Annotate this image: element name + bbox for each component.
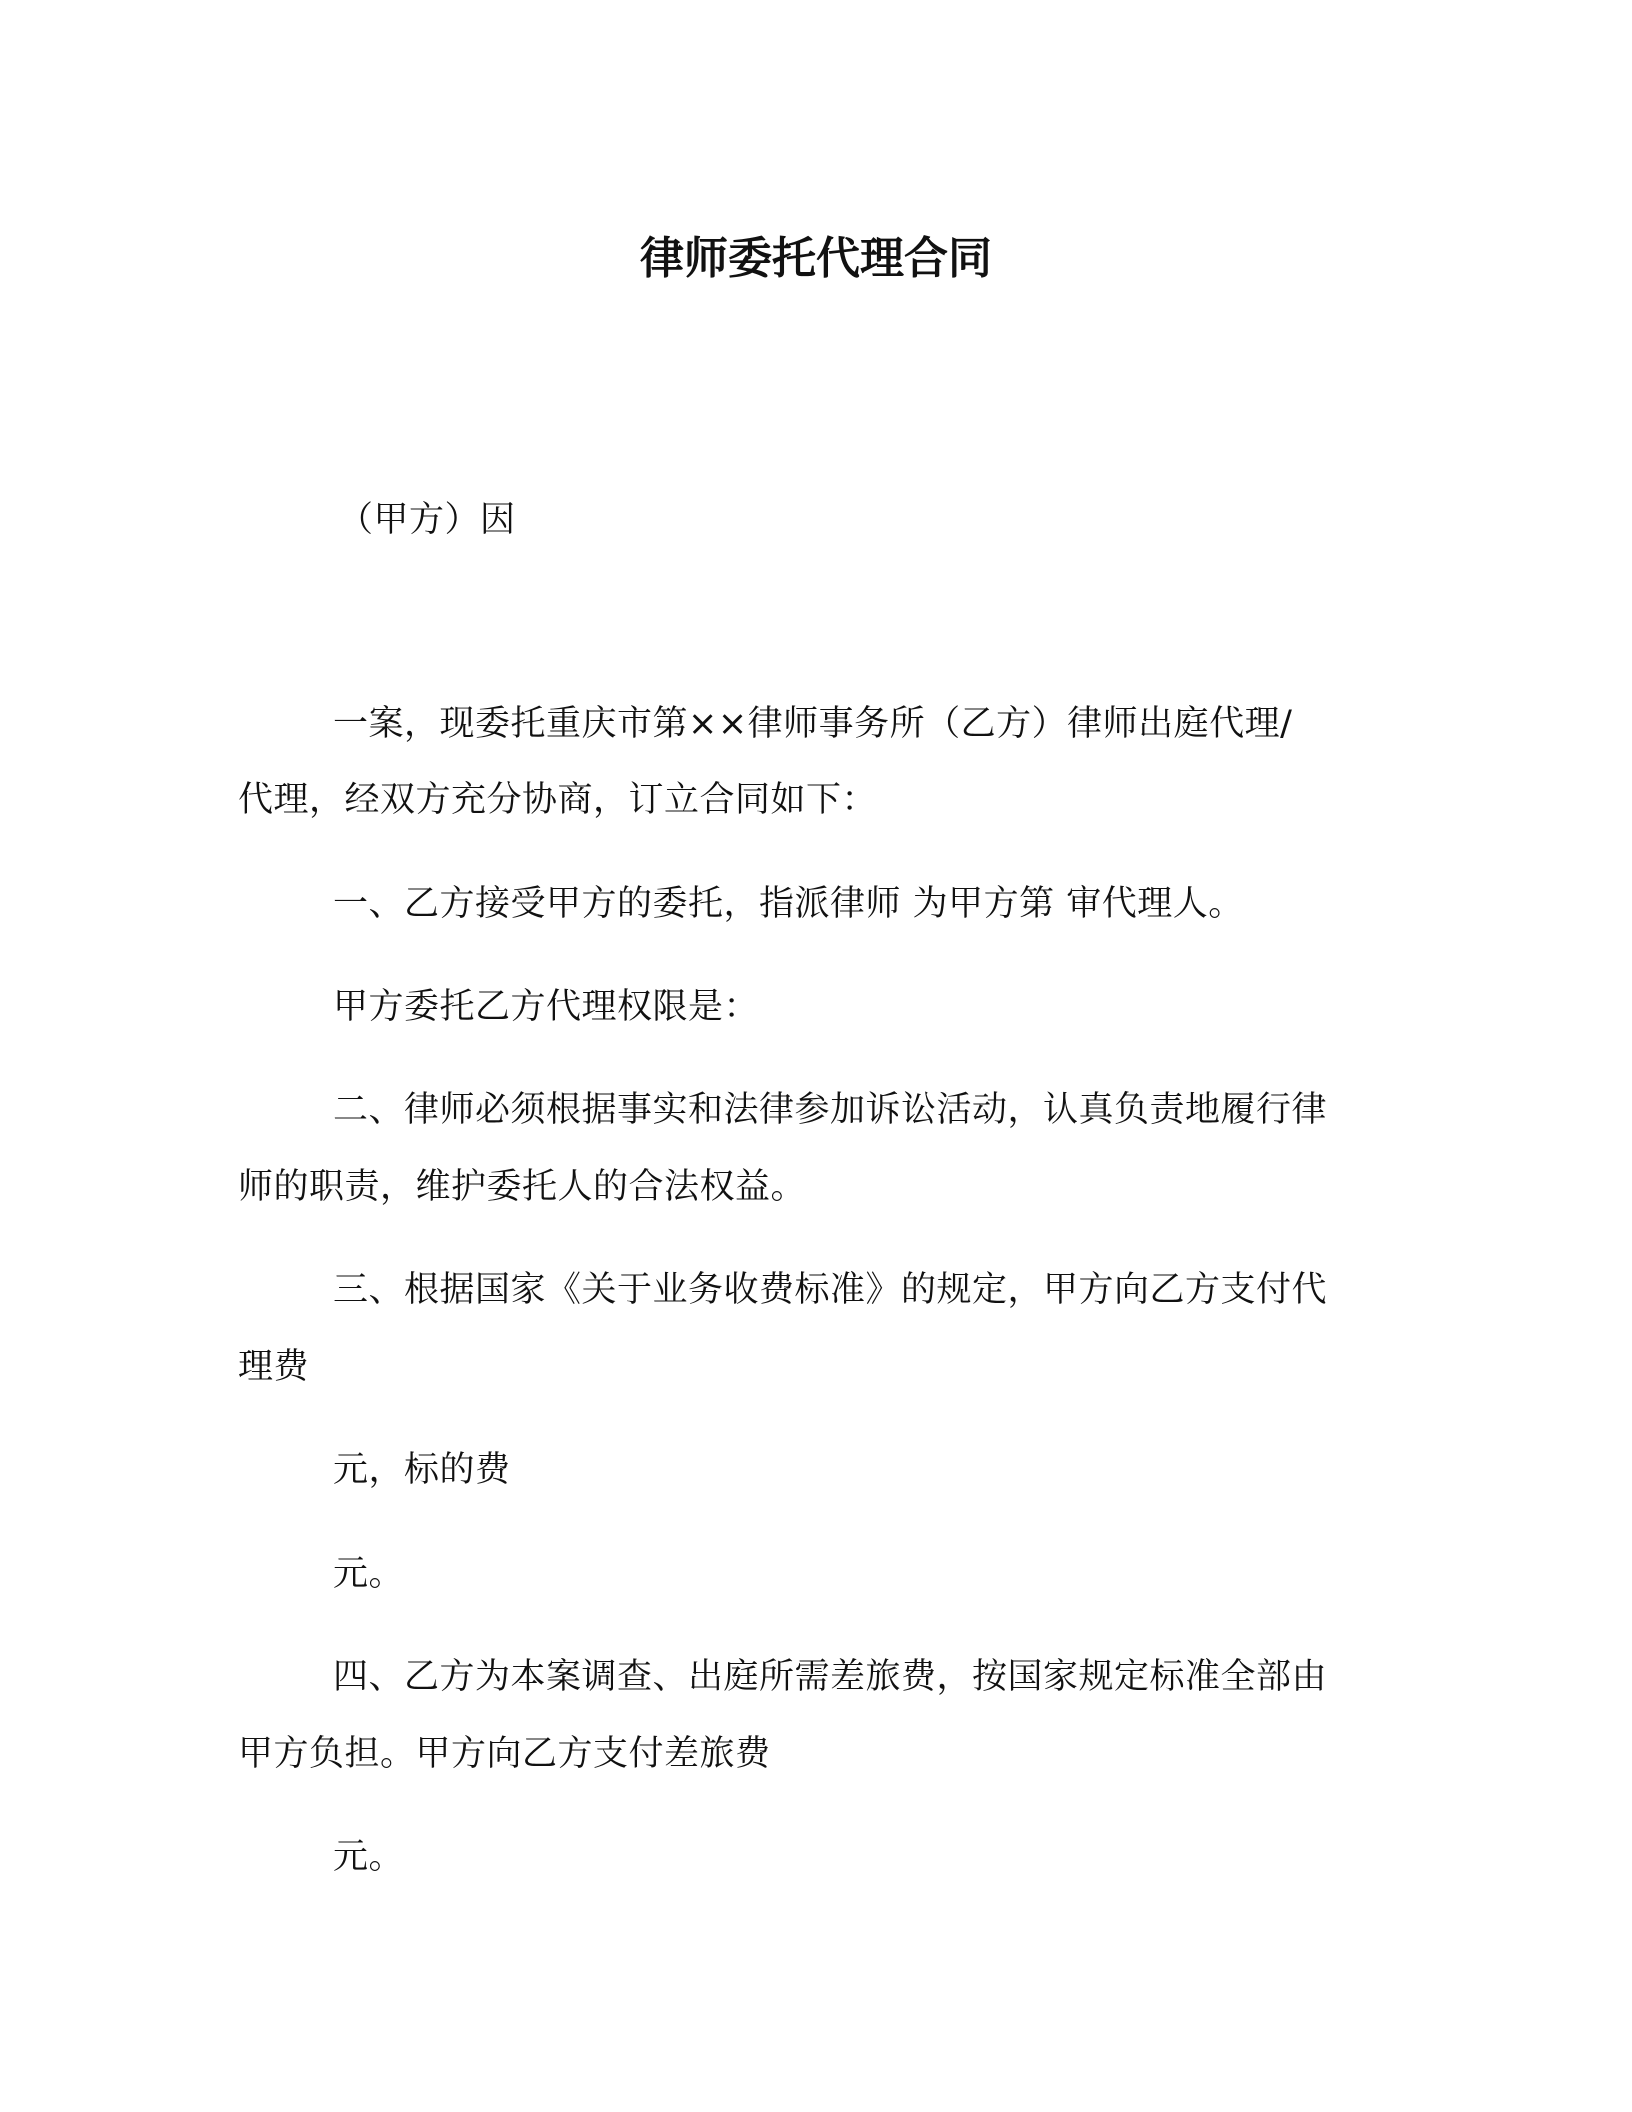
clause-4-line-1: 四、乙方为本案调查、出庭所需差旅费，按国家规定标准全部由 (333, 1657, 1328, 1697)
authority-line: 甲方委托乙方代理权限是： (333, 987, 760, 1027)
clause-3-line-1: 三、根据国家《关于业务收费标准》的规定，甲方向乙方支付代 (333, 1270, 1328, 1310)
clause-2-line-2: 师的职责，维护委托人的合法权益。 (238, 1167, 807, 1207)
yuan-line-2: 元。 (333, 1837, 405, 1877)
paragraph-intro-line-2: 代理，经双方充分协商，订立合同如下： (238, 780, 878, 820)
party-a-line: （甲方）因 (338, 500, 516, 540)
document-title: 律师委托代理合同 (640, 233, 992, 284)
paragraph-intro-line-1: 一案，现委托重庆市第××律师事务所（乙方）律师出庭代理/ (333, 704, 1293, 744)
clause-1-line: 一、乙方接受甲方的委托，指派律师 为甲方第 审代理人。 (333, 884, 1244, 924)
yuan-line-1: 元。 (333, 1554, 405, 1594)
clause-4-line-2: 甲方负担。甲方向乙方支付差旅费 (238, 1734, 771, 1774)
clause-3-line-2: 理费 (238, 1347, 310, 1387)
clause-2-line-1: 二、律师必须根据事实和法律参加诉讼活动，认真负责地履行律 (333, 1090, 1328, 1130)
fee-line: 元，标的费 (333, 1450, 511, 1490)
